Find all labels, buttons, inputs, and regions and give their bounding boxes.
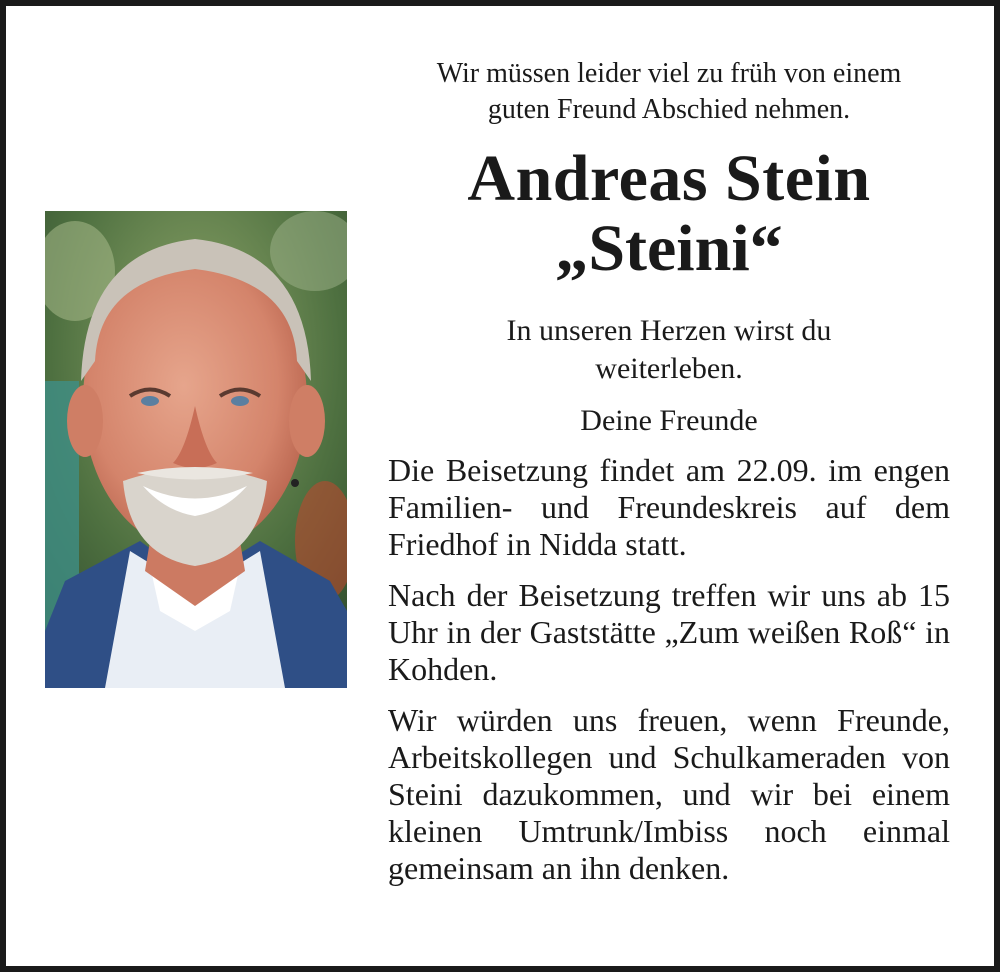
memorial-quote-line: weiterleben. bbox=[595, 352, 743, 385]
deceased-nickname: „Steini“ bbox=[555, 212, 783, 285]
invitation-paragraph: Wir würden uns freuen, wenn Freunde, Arbeitskollegen und Schulkameraden von Steini dazukommen, und wir bei einem kleinen Umtrunk/Imbiss noch einmal gemeinsam an ihn denken. bbox=[388, 702, 950, 886]
signoff: Deine Freunde bbox=[580, 404, 758, 437]
funeral-info-paragraph: Die Beisetzung findet am 22.09. im engen Familien- und Freundeskreis auf dem Friedhof in Nidda statt. bbox=[388, 452, 950, 562]
intro-line: guten Freund Abschied nehmen. bbox=[487, 94, 851, 125]
memorial-quote-line: In unseren Herzen wirst du bbox=[506, 314, 832, 347]
gathering-info-paragraph: Nach der Beisetzung treffen wir uns ab 15 Uhr in der Gaststätte „Zum weißen Roß“ in Kohden. bbox=[388, 577, 950, 687]
portrait-photo bbox=[45, 211, 347, 688]
notice-text-column bbox=[388, 56, 950, 887]
intro-line: Wir müssen leider viel zu früh von einem bbox=[436, 58, 902, 89]
portrait-illustration bbox=[45, 211, 347, 688]
deceased-name: Andreas Stein bbox=[467, 142, 871, 215]
